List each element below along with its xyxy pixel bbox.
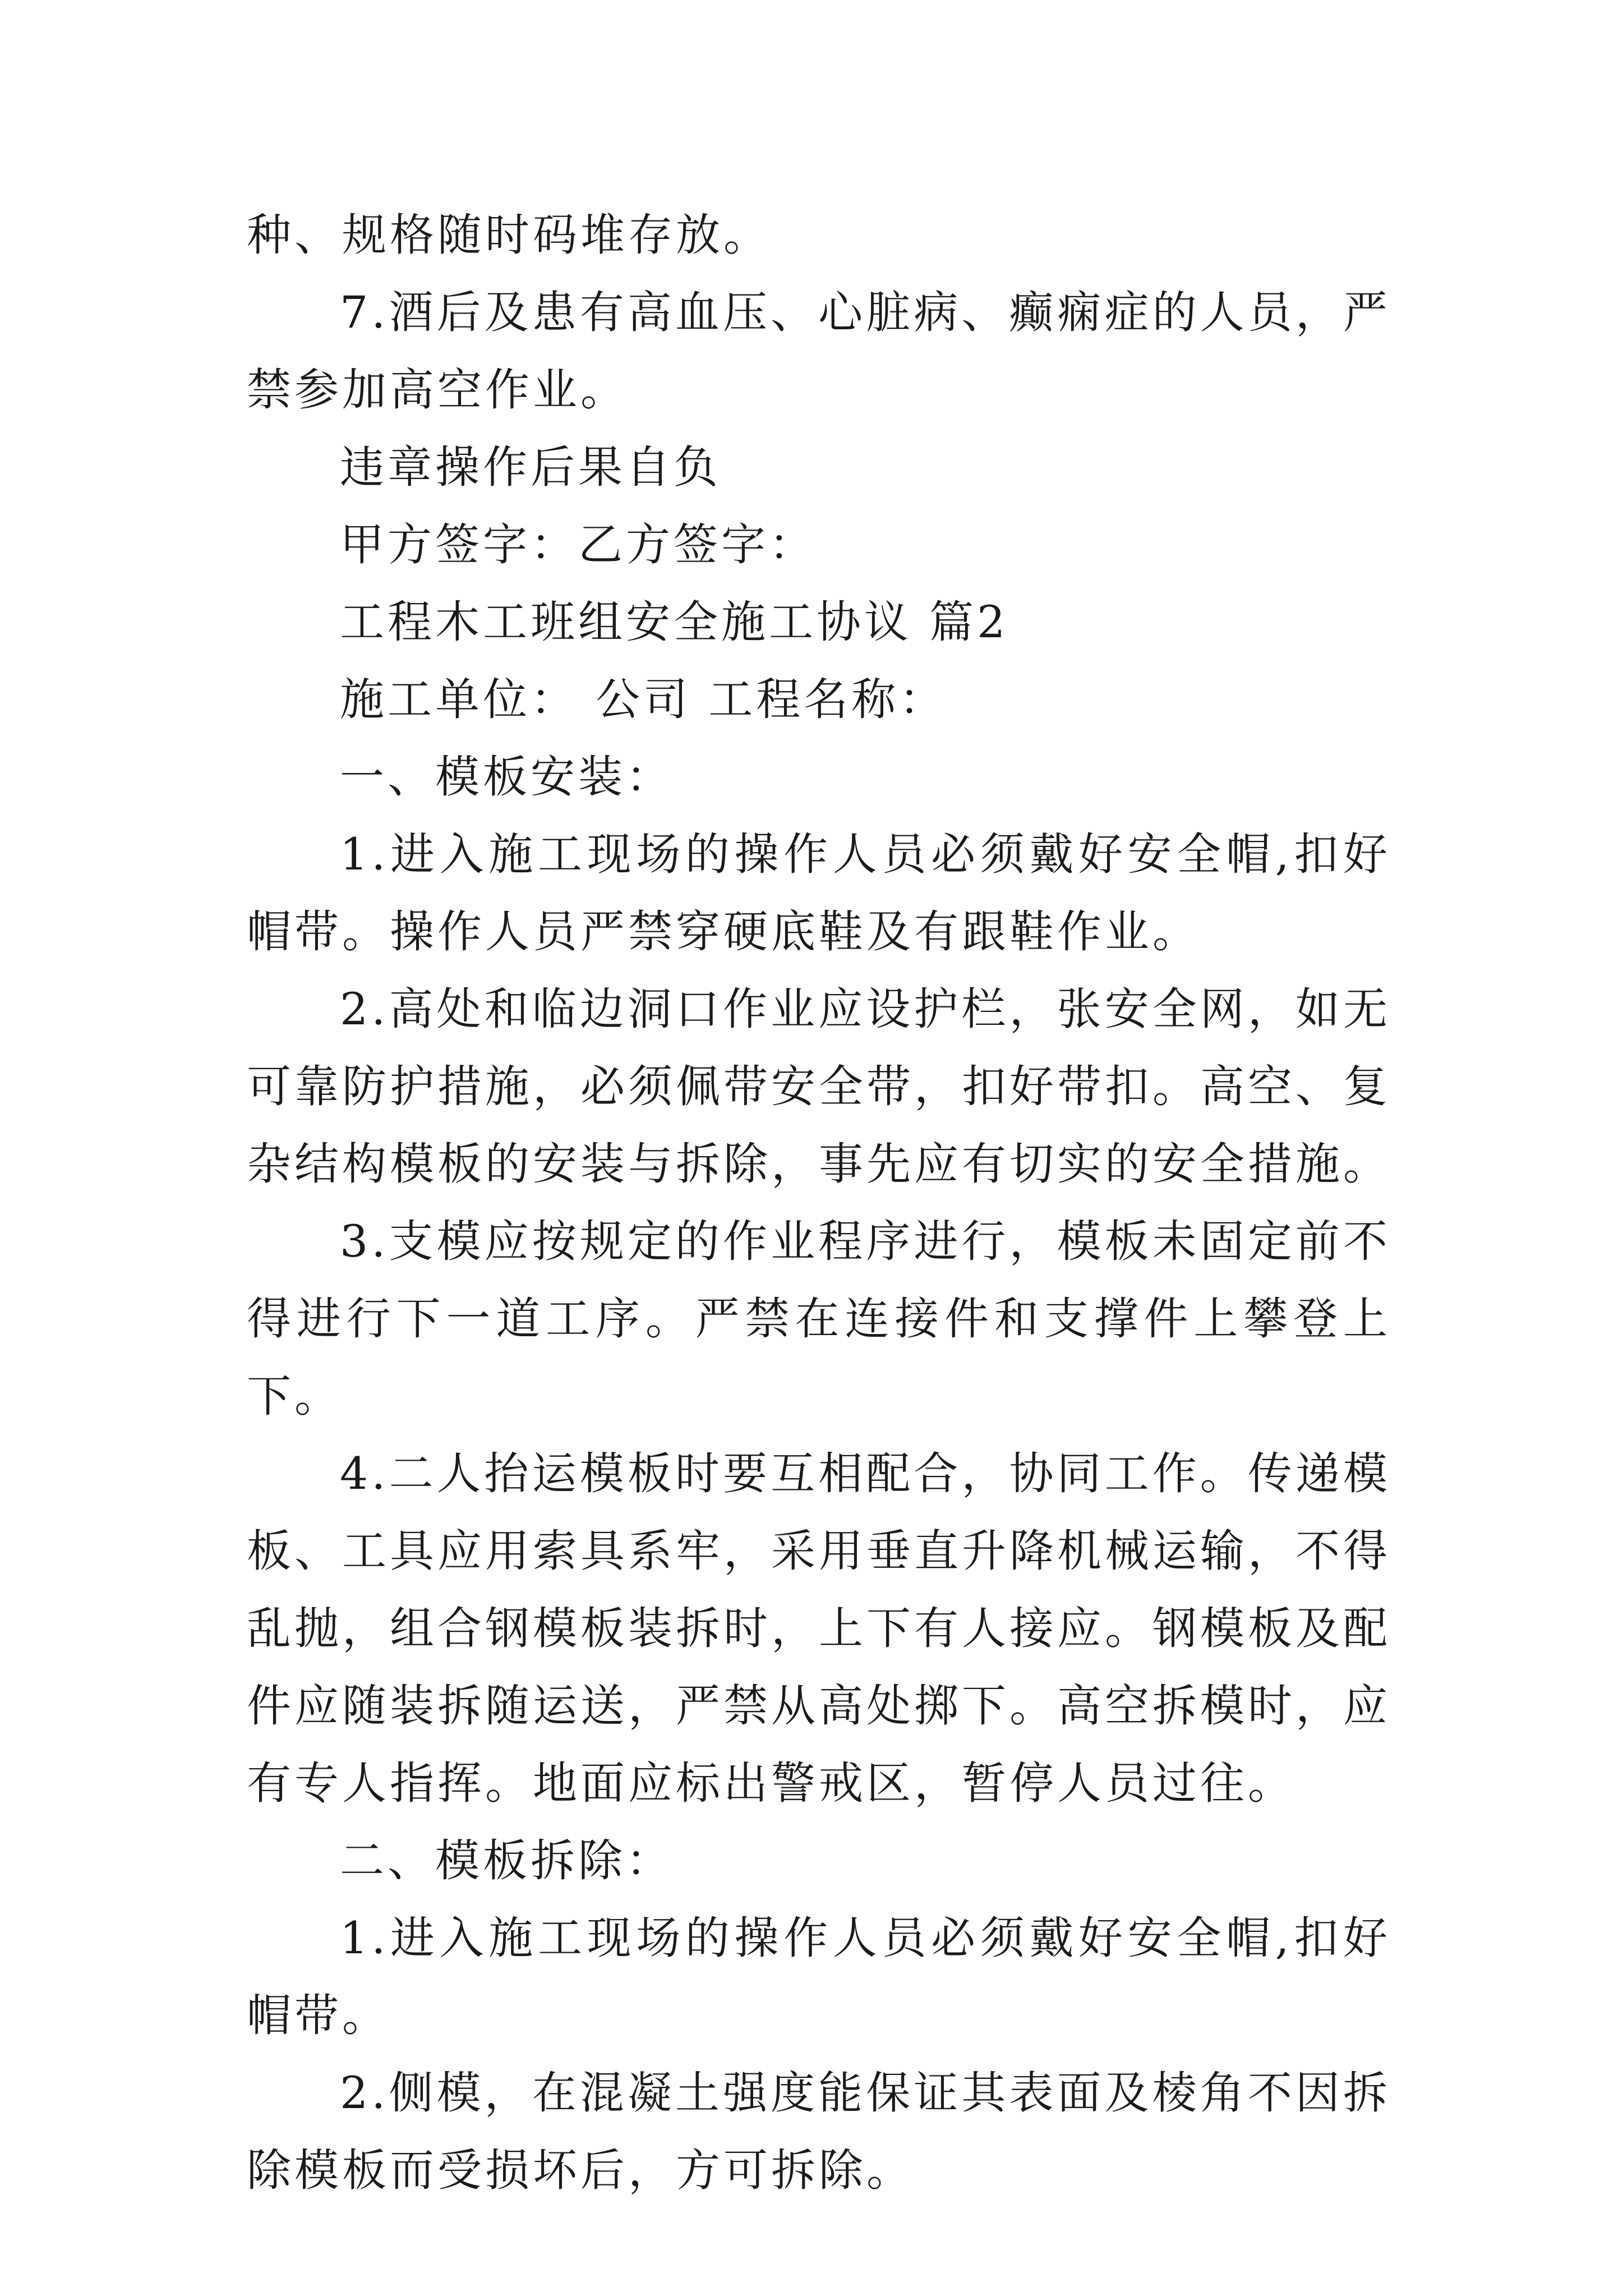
section-title: 工程木工班组安全施工协议 篇2 xyxy=(340,596,1009,648)
paragraph-install-1: 1.进入施工现场的操作人员必须戴好安全帽,扣好帽带。操作人员严禁穿硬底鞋及有跟鞋作业。 xyxy=(247,829,1391,958)
paragraph-install-4: 4.二人抬运模板时要互相配合，协同工作。传递模板、工具应用索具系牢，采用垂直升降机械运输，不得乱抛，组合钢模板装拆时，上下有人接应。钢模板及配件应随装拆随运送，严禁从高处掷下。高空拆模时，应有专人指挥。地面应标出警戒区，暂停人员过往。 xyxy=(247,1448,1391,1809)
heading-formwork-installation: 一、模板安装： xyxy=(340,751,674,803)
paragraph-continuation: 种、规格随时码堆存放。 xyxy=(247,209,771,261)
document-body xyxy=(247,196,1391,2209)
paragraph-install-3: 3.支模应按规定的作业程序进行，模板未固定前不得进行下一道工序。严禁在连接件和支撑件上攀登上下。 xyxy=(247,1216,1391,1422)
paragraph-install-2: 2.高处和临边洞口作业应设护栏，张安全网，如无可靠防护措施，必须佩带安全带，扣好带扣。高空、复杂结构模板的安装与拆除，事先应有切实的安全措施。 xyxy=(247,983,1391,1190)
paragraph-signatures: 甲方签字：乙方签字： xyxy=(340,519,817,570)
paragraph-item-7: 7.酒后及患有高血压、心脏病、癫痫症的人员，严禁参加高空作业。 xyxy=(247,287,1391,416)
paragraph-construction-unit: 施工单位： 公司 工程名称： xyxy=(340,674,947,725)
heading-formwork-removal: 二、模板拆除： xyxy=(340,1835,674,1887)
paragraph-removal-1: 1.进入施工现场的操作人员必须戴好安全帽,扣好帽带。 xyxy=(247,1912,1391,2041)
paragraph-removal-2: 2.侧模，在混凝土强度能保证其表面及棱角不因拆除模板而受损坏后，方可拆除。 xyxy=(247,2067,1391,2196)
paragraph-warning: 违章操作后果自负 xyxy=(340,441,721,493)
